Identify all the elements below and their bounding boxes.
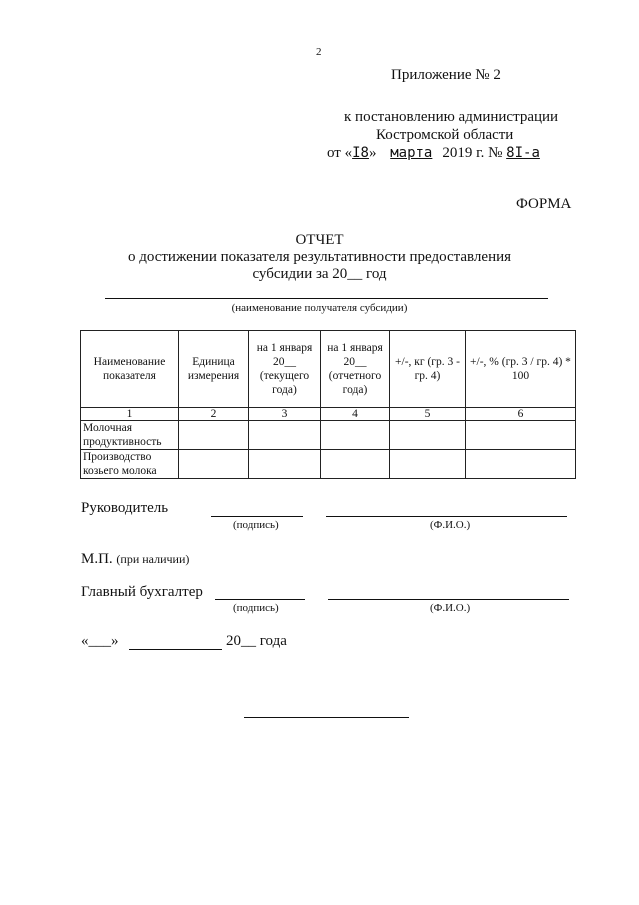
column-number: 3: [249, 408, 321, 421]
stamp-note: (при наличии): [116, 552, 190, 566]
report-subtitle-line2: субсидии за 20__ год: [252, 266, 387, 282]
recipient-name-line: [105, 298, 548, 299]
row-name: Производство козьего молока: [81, 450, 179, 479]
appendix-label: Приложение № 2: [391, 67, 501, 83]
table-cell[interactable]: [321, 421, 390, 450]
decree-date-line: [327, 145, 540, 162]
table-row: [81, 450, 576, 479]
head-signature-line[interactable]: [211, 516, 303, 517]
table-cell[interactable]: [390, 450, 466, 479]
stamp-label: М.П.: [81, 551, 113, 567]
header-difference-kg: +/-, кг (гр. 3 - гр. 4): [390, 331, 466, 408]
decree-number: 8I-а: [506, 145, 540, 161]
column-number: 4: [321, 408, 390, 421]
table-cell[interactable]: [466, 450, 576, 479]
table-column-numbers-row: [81, 408, 576, 421]
column-number: 6: [466, 408, 576, 421]
date-day: I8: [352, 145, 369, 161]
table-cell[interactable]: [179, 421, 249, 450]
table-row: [81, 421, 576, 450]
accountant-signature-line[interactable]: [215, 599, 305, 600]
table-cell[interactable]: [390, 421, 466, 450]
report-subtitle-line1: о достижении показателя результативности предоставления: [127, 249, 512, 265]
header-current-year: на 1 января 20__ (текущего года): [249, 331, 321, 408]
table-cell[interactable]: [179, 450, 249, 479]
table-cell[interactable]: [466, 421, 576, 450]
column-number: 1: [81, 408, 179, 421]
page-number: 2: [316, 46, 322, 58]
accountant-fio-line[interactable]: [328, 599, 569, 600]
table-header-row: [81, 331, 576, 408]
accountant-signature-caption: (подпись): [233, 602, 279, 614]
report-table: [80, 330, 576, 479]
date-month-line[interactable]: [129, 649, 222, 650]
header-indicator-name: Наименование показателя: [81, 331, 179, 408]
header-reporting-year: на 1 января 20__ (отчетного года): [321, 331, 390, 408]
date-year-label: 20__ года: [226, 633, 287, 649]
date-month: марта: [390, 145, 433, 161]
decree-reference: к постановлению администрации: [344, 109, 559, 125]
recipient-caption: (наименование получателя субсидии): [231, 302, 408, 314]
bottom-separator-line: [244, 717, 409, 718]
head-fio-line[interactable]: [326, 516, 567, 517]
date-prefix: от «: [327, 145, 353, 161]
form-label: ФОРМА: [516, 196, 572, 212]
column-number: 2: [179, 408, 249, 421]
head-label: Руководитель: [81, 500, 169, 516]
stamp-line: [81, 551, 189, 568]
column-number: 5: [390, 408, 466, 421]
header-difference-percent: +/-, % (гр. 3 / гр. 4) * 100: [466, 331, 576, 408]
date-year: 2019 г. №: [442, 145, 503, 161]
table-cell[interactable]: [249, 421, 321, 450]
table-cell[interactable]: [249, 450, 321, 479]
accountant-label: Главный бухгалтер: [81, 584, 203, 600]
report-title: ОТЧЕТ: [295, 232, 344, 248]
date-mid: »: [368, 145, 381, 161]
accountant-fio-caption: (Ф.И.О.): [430, 602, 471, 614]
table-cell[interactable]: [321, 450, 390, 479]
row-name: Молочная продуктивность: [81, 421, 179, 450]
header-unit: Единица измерения: [179, 331, 249, 408]
date-day-field: «___»: [81, 633, 119, 649]
head-signature-caption: (подпись): [233, 519, 279, 531]
region-name: Костромской области: [376, 127, 514, 143]
head-fio-caption: (Ф.И.О.): [430, 519, 471, 531]
